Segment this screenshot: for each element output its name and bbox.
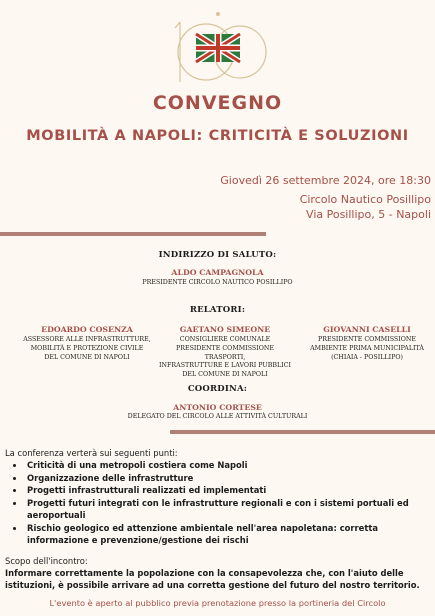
scope-label: Scopo dell'incontro: (5, 555, 88, 566)
speaker-role-line: ASSESSORE ALLE INFRASTRUTTURE, (23, 336, 151, 343)
points-list (5, 459, 430, 546)
speaker-role-line: PRESIDENTE COMMISSIONE TRASPORTI, (176, 344, 274, 361)
club-flag-icon (196, 34, 240, 62)
body-text (5, 447, 430, 592)
list-item: • Rischio geologico ed attenzione ambientale nell'area napoletana: corretta informazione e prevenzione/gestione dei rischi (25, 522, 430, 547)
speaker-card (303, 325, 431, 362)
speaker-name: EDOARDO COSENZA (41, 325, 133, 334)
coordination-heading: COORDINA: (187, 384, 248, 394)
divider-top (0, 232, 266, 236)
greeting-role: PRESIDENTE CIRCOLO NAUTICO POSILLIPO (142, 279, 293, 286)
event-venue: Circolo Nautico Posillipo (299, 193, 431, 206)
event-date: Giovedì 26 settembre 2024, ore 18:30 (220, 174, 431, 187)
speaker-card (155, 325, 295, 380)
footer-note: L'evento è aperto al pubblico previa prenotazione presso la portineria del Circolo (49, 598, 386, 608)
speakers-heading: RELATORI: (189, 305, 246, 315)
coordinator-name: ANTONIO CORTESE (173, 403, 262, 412)
speaker-card (20, 325, 154, 362)
coordinator-role: DELEGATO DEL CIRCOLO ALLE ATTIVITÀ CULTURALI (127, 413, 308, 420)
event-address: Via Posillipo, 5 - Napoli (306, 208, 431, 221)
page-title: CONVEGNO (152, 92, 283, 114)
list-item: • Progetti infrastrutturali realizzati ed implementati (25, 484, 430, 496)
greeting-heading: INDIRIZZO DI SALUTO: (158, 250, 277, 260)
list-item: • Criticità di una metropoli costiera come Napoli (25, 459, 430, 471)
speaker-role-line: DEL COMUNE DI NAPOLI (44, 353, 130, 361)
speaker-role-line: PRESIDENTE COMMISSIONE (318, 336, 416, 343)
speaker-role-line: INFRASTRUTTURE E LAVORI PUBBLICI (159, 362, 291, 370)
points-intro: La conferenza verterà sui seguenti punti: (5, 448, 178, 458)
speaker-role-line: (CHIAIA - POSILLIPO) (331, 353, 403, 361)
speaker-role-line: AMBIENTE PRIMA MUNICIPALITÀ (310, 344, 424, 352)
speaker-name: GIOVANNI CASELLI (323, 325, 411, 334)
speaker-name: GAETANO SIMEONE (179, 325, 271, 334)
centenary-logo (168, 8, 268, 88)
list-item: • Organizzazione delle infrastrutture (25, 472, 430, 484)
speaker-role-line: MOBILITÀ E PROTEZIONE CIVILE (30, 344, 144, 352)
divider-bottom (170, 430, 435, 434)
speaker-role-line: CONSIGLIERE COMUNALE (179, 336, 271, 343)
page-subtitle: MOBILITÀ A NAPOLI: CRITICITÀ E SOLUZIONI (26, 128, 409, 144)
list-item: • Progetti futuri integrati con le infrastrutture regionali e con i sistemi portuali ed aeroportuali (25, 497, 430, 522)
greeting-name: ALDO CAMPAGNOLA (171, 268, 264, 277)
scope-text: Informare correttamente la popolazione con la consapevolezza che, con l'aiuto delle istituzioni, è possibile arrivare ad una corretta gestione del futuro del nostro territorio. (5, 567, 420, 591)
speaker-role-line: DEL COMUNE DI NAPOLI (182, 371, 268, 379)
crown-icon (216, 12, 220, 16)
